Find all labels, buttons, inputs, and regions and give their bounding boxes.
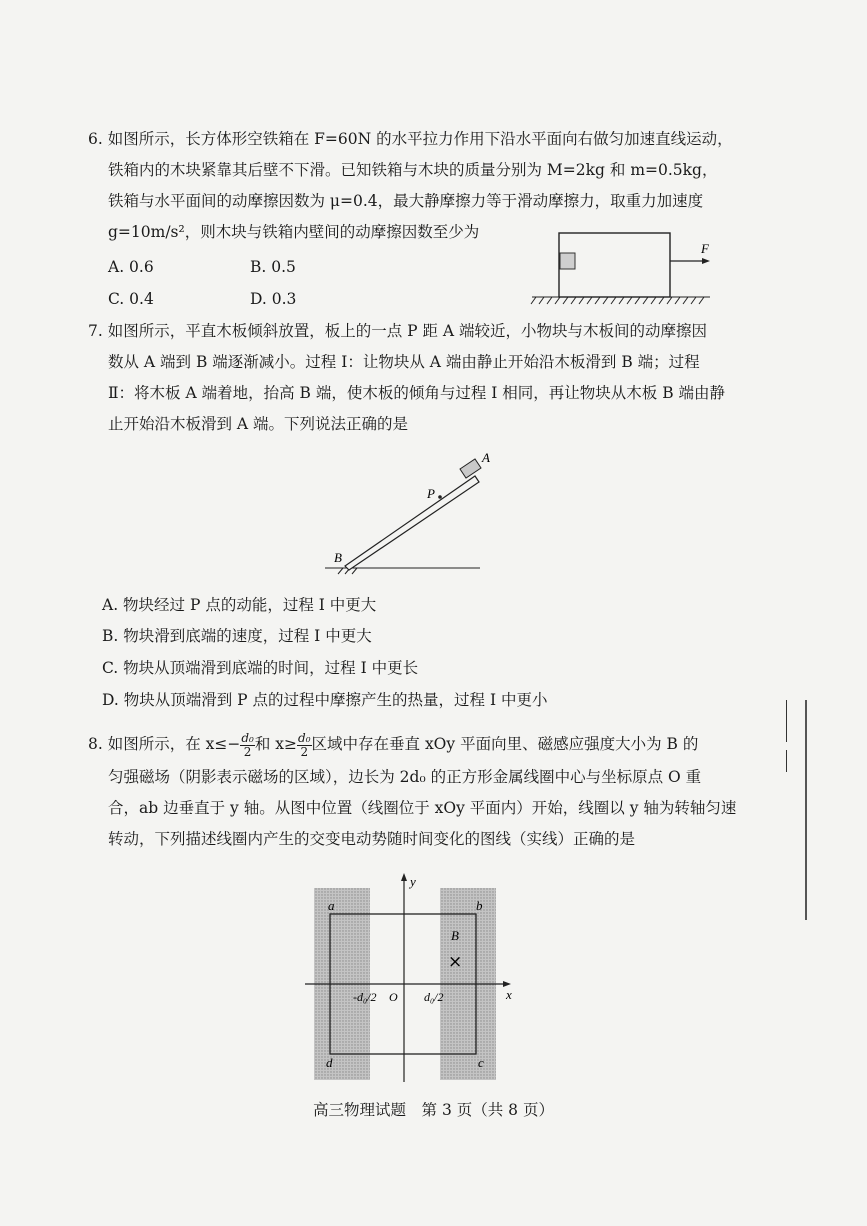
cross-icon: × (448, 952, 463, 972)
wood-block (560, 253, 575, 269)
q8-line-3: 合，ab 边垂直于 y 轴。从图中位置（线圈位于 xOy 平面内）开始，线圈以 y 轴为转轴匀速 (108, 799, 737, 817)
label-neg-d0-half: -d₀/2 (353, 990, 377, 1004)
q7-line-2: 数从 A 端到 B 端逐渐减小。过程 Ⅰ：让物块从 A 端由静止开始沿木板滑到 B 端；过程 (108, 353, 700, 371)
q8-line-1-pre: 8. 如图所示，在 x≤− (88, 735, 241, 753)
q8-figure (300, 870, 530, 1085)
origin-label: O (389, 990, 398, 1004)
q6-line-3: 铁箱与水平面间的动摩擦因数为 μ=0.4，最大静摩擦力等于滑动摩擦力，取重力加速度 (108, 192, 704, 210)
q8-line-2: 匀强磁场（阴影表示磁场的区域），边长为 2d₀ 的正方形金属线圈中心与坐标原点 O 重 (108, 768, 702, 786)
y-axis-label: y (410, 874, 416, 889)
q7-option-c: C. 物块从顶端滑到底端的时间，过程 Ⅰ 中更长 (102, 659, 419, 677)
q8-line-4: 转动，下列描述线圈内产生的交变电动势随时间变化的图线（实线）正确的是 (108, 830, 636, 848)
q6-option-d: D. 0.3 (250, 290, 297, 308)
frac-numerator: d₀ (298, 730, 311, 745)
corner-a: a (328, 898, 335, 913)
label-pos-d0-half: d₀/2 (424, 990, 444, 1004)
q6-line-2: 铁箱内的木块紧靠其后壁不下滑。已知铁箱与木块的质量分别为 M=2kg 和 m=0.5kg， (108, 161, 718, 179)
q7-line-4: 止开始沿木板滑到 A 端。下列说法正确的是 (108, 415, 409, 433)
corner-d: d (326, 1055, 333, 1070)
ground-hatch (531, 297, 710, 304)
q6-option-a: A. 0.6 (108, 258, 154, 276)
q7-figure (325, 448, 495, 578)
fraction-d0-over-2 (297, 732, 312, 759)
label-b: B (334, 550, 342, 565)
y-arrow-icon (401, 873, 407, 881)
x-axis-label: x (506, 987, 512, 1002)
q8-line-1 (88, 726, 728, 762)
scan-mark (786, 750, 787, 772)
q6-option-c: C. 0.4 (108, 290, 154, 308)
q7-option-b: B. 物块滑到底端的速度，过程 Ⅰ 中更大 (102, 627, 372, 645)
inclined-board (345, 476, 479, 570)
point-p (438, 495, 442, 499)
small-block (460, 459, 481, 478)
force-label: F (701, 241, 709, 256)
question-8 (88, 726, 737, 855)
q7-line-3: Ⅱ：将木板 A 端着地，抬高 B 端，使木板的倾角与过程 Ⅰ 相同，再让物块从木板 B 端由静 (108, 384, 726, 402)
corner-c: c (478, 1055, 484, 1070)
q7-option-a: A. 物块经过 P 点的动能，过程 Ⅰ 中更大 (102, 596, 377, 614)
frac-numerator: d₀ (241, 730, 254, 745)
q6-line-1: 6. 如图所示，长方体形空铁箱在 F=60N 的水平拉力作用下沿水平面向右做匀加速直线运动， (88, 130, 733, 148)
q8-line-1-post: 区域中存在垂直 xOy 平面向里、磁感应强度大小为 B 的 (311, 735, 699, 753)
frac-denominator: 2 (243, 744, 252, 759)
arrow-head-icon (702, 258, 710, 264)
page-footer: 高三物理试题 第 3 页（共 8 页） (313, 1101, 554, 1119)
q6-figure (530, 225, 730, 315)
corner-b: b (476, 898, 483, 913)
q7-option-d: D. 物块从顶端滑到 P 点的过程中摩擦产生的热量，过程 Ⅰ 中更小 (102, 691, 548, 709)
question-7 (88, 316, 728, 440)
scan-mark (786, 700, 787, 742)
label-a: A (482, 450, 490, 465)
q6-option-b: B. 0.5 (250, 258, 296, 276)
scan-edge (805, 700, 807, 920)
field-label-b: B (451, 928, 459, 943)
q8-line-1-mid: 和 x≥ (254, 735, 298, 753)
fraction-d0-over-2 (240, 732, 255, 759)
q7-line-1: 7. 如图所示，平直木板倾斜放置，板上的一点 P 距 A 端较近，小物块与木板间的动摩擦因 (88, 322, 708, 340)
q6-line-4: g=10m/s²，则木块与铁箱内壁间的动摩擦因数至少为 (108, 223, 480, 241)
label-p: P (427, 486, 435, 501)
iron-box (559, 233, 670, 297)
frac-denominator: 2 (300, 744, 309, 759)
